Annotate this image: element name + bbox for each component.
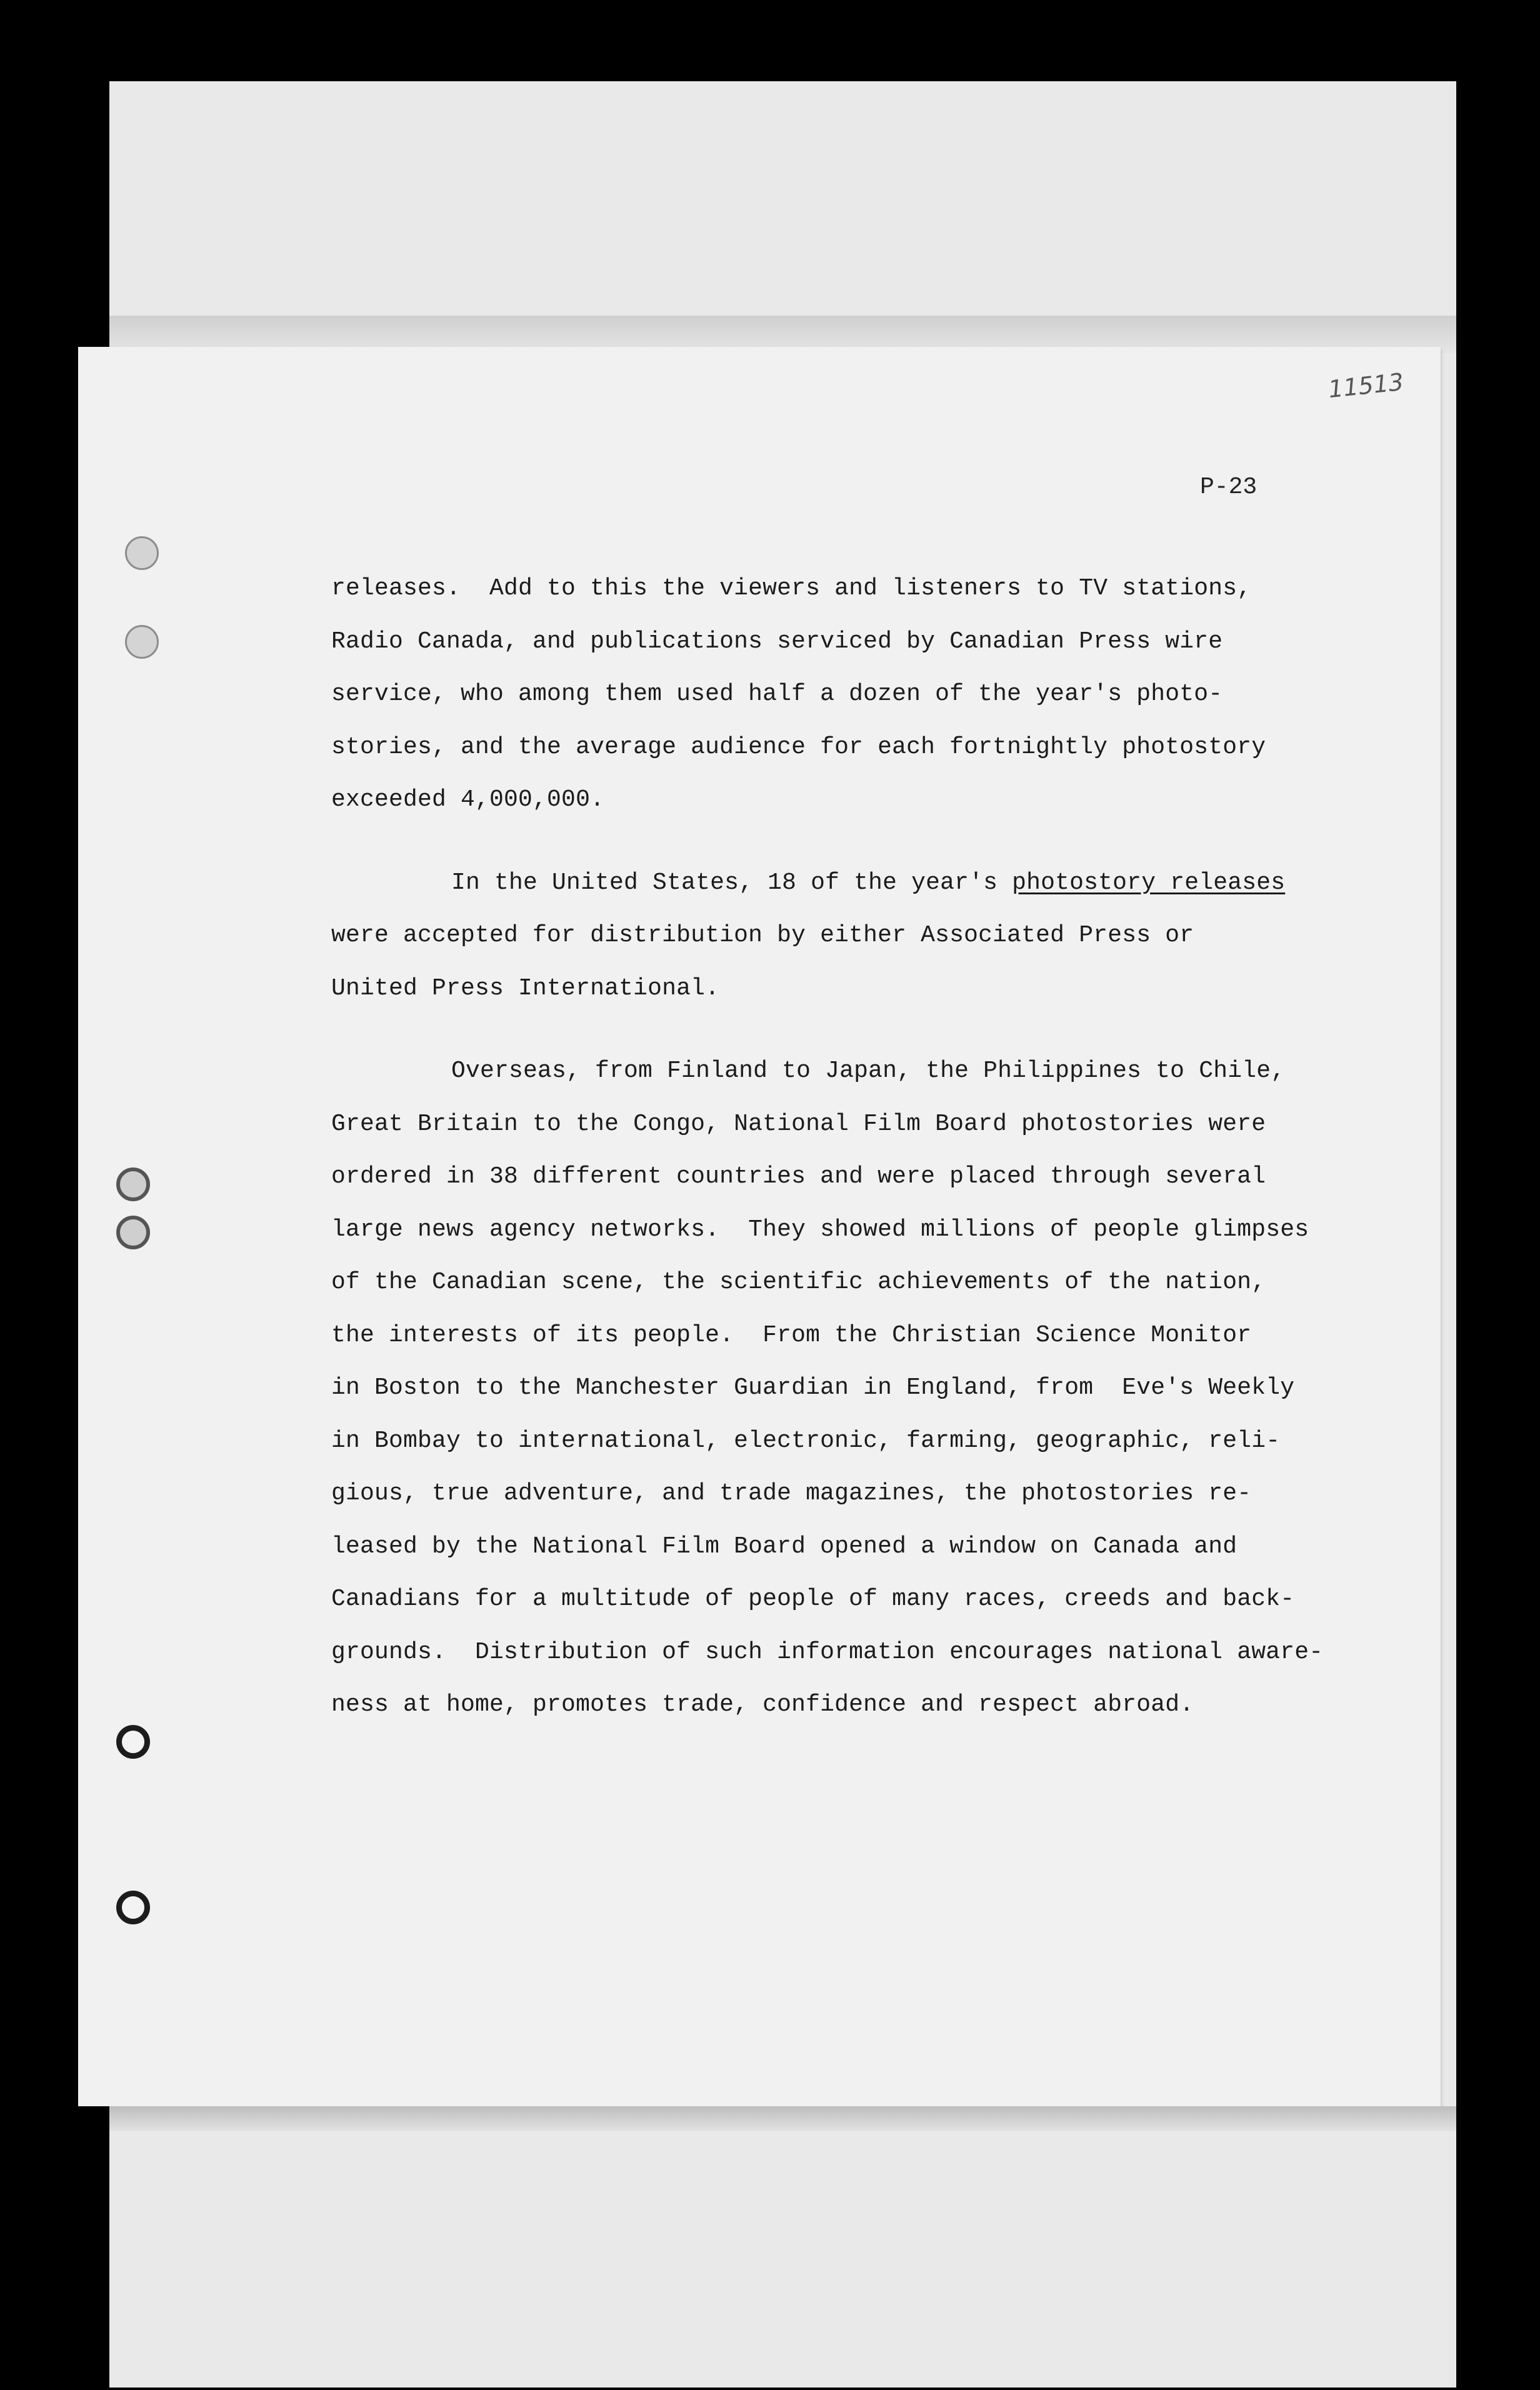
text-line [331, 857, 1286, 910]
text-line: in Boston to the Manchester Guardian in England, from Eve's Weekly [331, 1374, 1295, 1401]
text-segment: In the United States, 18 of the year's [451, 869, 1012, 896]
text-line: releases. Add to this the viewers and listeners to TV stations, [331, 575, 1252, 602]
punch-hole-icon [116, 1891, 150, 1924]
handwritten-archive-number: 11513 [1327, 368, 1405, 404]
page-number: P-23 [1200, 474, 1258, 501]
text-line: ness at home, promotes trade, confidence and respect abroad. [331, 1691, 1194, 1718]
text-line: of the Canadian scene, the scientific achievements of the nation, [331, 1269, 1266, 1296]
text-line: leased by the National Film Board opened a window on Canada and [331, 1532, 1238, 1560]
underlined-phrase: photostory releases [1012, 869, 1286, 896]
text-line: in Bombay to international, electronic, farming, geographic, reli- [331, 1427, 1281, 1454]
text-line: Great Britain to the Congo, National Film Board photostories were [331, 1110, 1266, 1138]
paragraph-overseas [331, 1045, 1324, 1732]
text-line: Radio Canada, and publications serviced by Canadian Press wire [331, 628, 1223, 655]
text-line: large news agency networks. They showed millions of people glimpses [331, 1216, 1309, 1243]
paragraph-audience [331, 562, 1269, 827]
page-bottom-edge [109, 2106, 1456, 2131]
punch-hole-icon [116, 1725, 150, 1759]
text-line: gious, true adventure, and trade magazines, the photostories re- [331, 1480, 1252, 1507]
text-line: the interests of its people. From the Christian Science Monitor [331, 1321, 1252, 1349]
text-line: were accepted for distribution by either Associated Press or [331, 922, 1194, 949]
text-line: service, who among them used half a dozen of the year's photo- [331, 681, 1223, 708]
punch-hole-icon [116, 1216, 150, 1249]
text-line: Canadians for a multitude of people of many races, creeds and back- [331, 1586, 1295, 1612]
punch-hole-icon [125, 625, 159, 659]
text-line: Overseas, from Finland to Japan, the Philippines to Chile, [451, 1058, 1286, 1084]
typed-body-text [331, 562, 1324, 1732]
text-line: United Press International. [331, 974, 720, 1002]
text-line: grounds. Distribution of such information encourages national aware- [331, 1638, 1324, 1666]
text-line: exceeded 4,000,000. [331, 786, 605, 813]
punch-hole-icon [125, 536, 159, 570]
punch-hole-icon [116, 1168, 150, 1201]
paragraph-united-states [331, 857, 1286, 1016]
text-line: ordered in 38 different countries and were placed through several [331, 1163, 1266, 1190]
text-line: stories, and the average audience for each fortnightly photostory [331, 733, 1266, 761]
